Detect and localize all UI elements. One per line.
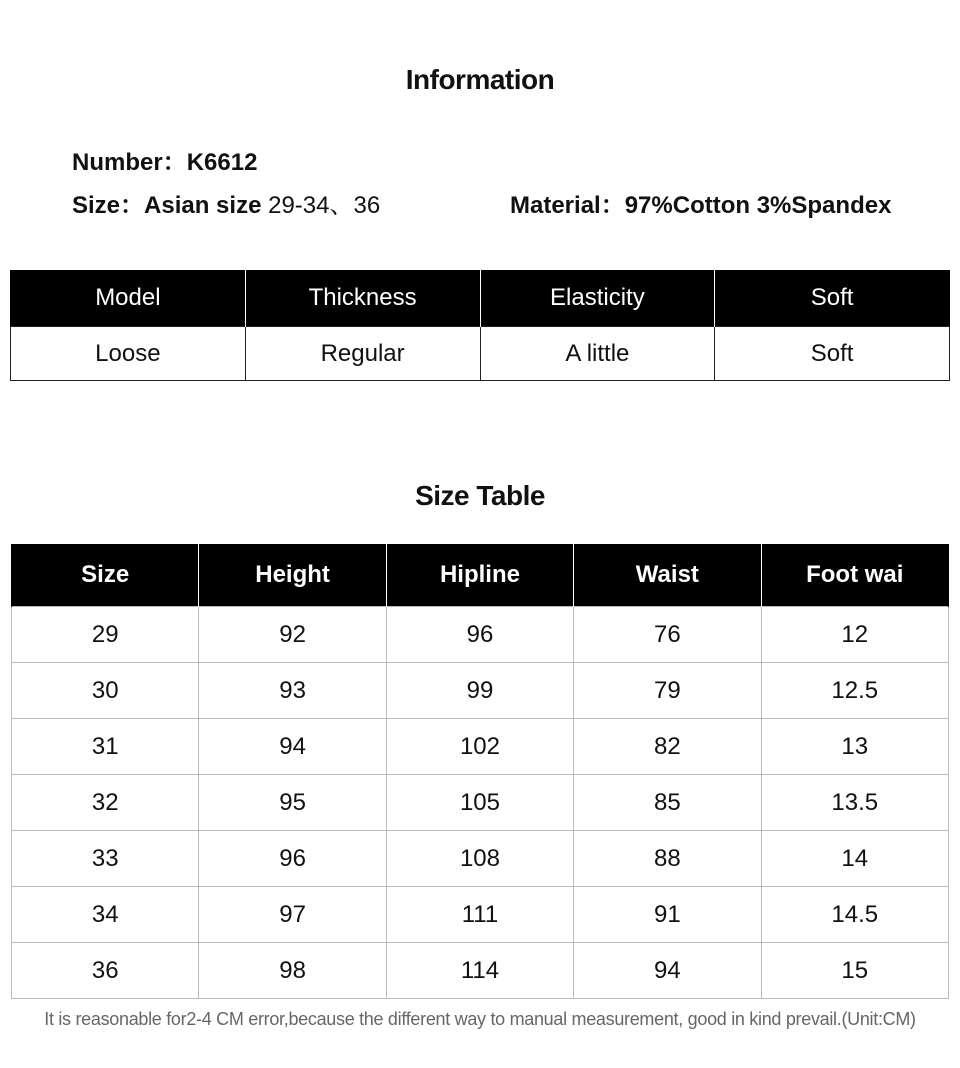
cell-size: 32	[12, 775, 199, 831]
attr-header-soft: Soft	[715, 270, 950, 327]
cell-hipline: 105	[386, 775, 573, 831]
size-value-bold: Asian size	[144, 192, 269, 219]
cell-height: 92	[199, 607, 386, 663]
cell-height: 95	[199, 775, 386, 831]
cell-waist: 91	[574, 887, 761, 943]
cell-waist: 82	[574, 719, 761, 775]
attr-value-elasticity: A little	[480, 327, 715, 381]
header-height: Height	[199, 544, 386, 607]
number-value: K6612	[186, 149, 258, 176]
header-foot-wai: Foot wai	[761, 544, 948, 607]
cell-foot-wai: 15	[761, 943, 948, 999]
cell-hipline: 102	[386, 719, 573, 775]
size-label: Size：	[72, 192, 145, 219]
size-table	[11, 544, 949, 999]
cell-height: 97	[199, 887, 386, 943]
attr-value-thickness: Regular	[245, 327, 480, 381]
cell-hipline: 111	[386, 887, 573, 943]
size-header-row	[12, 544, 949, 607]
cell-waist: 88	[574, 831, 761, 887]
cell-hipline: 108	[386, 831, 573, 887]
product-size	[72, 185, 380, 220]
cell-foot-wai: 13.5	[761, 775, 948, 831]
cell-waist: 79	[574, 663, 761, 719]
material-label: Material：	[510, 192, 625, 219]
cell-height: 96	[199, 831, 386, 887]
attr-value-model: Loose	[11, 327, 246, 381]
material-value: 97%Cotton 3%Spandex	[624, 192, 892, 219]
cell-size: 29	[12, 607, 199, 663]
attr-header-thickness: Thickness	[245, 270, 480, 327]
table-row	[12, 719, 949, 775]
cell-foot-wai: 14.5	[761, 887, 948, 943]
cell-size: 36	[12, 943, 199, 999]
cell-foot-wai: 13	[761, 719, 948, 775]
product-number	[72, 142, 257, 177]
cell-height: 93	[199, 663, 386, 719]
attribute-table	[10, 270, 950, 381]
table-row	[12, 663, 949, 719]
cell-size: 34	[12, 887, 199, 943]
table-row	[12, 943, 949, 999]
attr-header-model: Model	[11, 270, 246, 327]
product-material	[510, 185, 891, 220]
cell-size: 33	[12, 831, 199, 887]
attr-value-soft: Soft	[715, 327, 950, 381]
information-title: Information	[405, 64, 555, 95]
table-row	[12, 887, 949, 943]
cell-hipline: 114	[386, 943, 573, 999]
header-size: Size	[12, 544, 199, 607]
table-row	[12, 831, 949, 887]
cell-waist: 76	[574, 607, 761, 663]
cell-hipline: 96	[386, 607, 573, 663]
attribute-header-row	[11, 270, 950, 327]
measurement-note: It is reasonable for2-4 CM error,because the different way to manual measurement, good in kind prevail.(Unit:CM)	[44, 1009, 916, 1029]
cell-foot-wai: 12.5	[761, 663, 948, 719]
size-value-rest: 29-34、36	[268, 192, 381, 219]
cell-height: 98	[199, 943, 386, 999]
size-table-title: Size Table	[415, 480, 545, 511]
attribute-value-row	[11, 327, 950, 381]
cell-waist: 94	[574, 943, 761, 999]
cell-size: 30	[12, 663, 199, 719]
cell-hipline: 99	[386, 663, 573, 719]
cell-waist: 85	[574, 775, 761, 831]
cell-height: 94	[199, 719, 386, 775]
attr-header-elasticity: Elasticity	[480, 270, 715, 327]
header-waist: Waist	[574, 544, 761, 607]
cell-foot-wai: 12	[761, 607, 948, 663]
cell-size: 31	[12, 719, 199, 775]
header-hipline: Hipline	[386, 544, 573, 607]
table-row	[12, 775, 949, 831]
table-row	[12, 607, 949, 663]
number-label: Number：	[72, 149, 187, 176]
cell-foot-wai: 14	[761, 831, 948, 887]
